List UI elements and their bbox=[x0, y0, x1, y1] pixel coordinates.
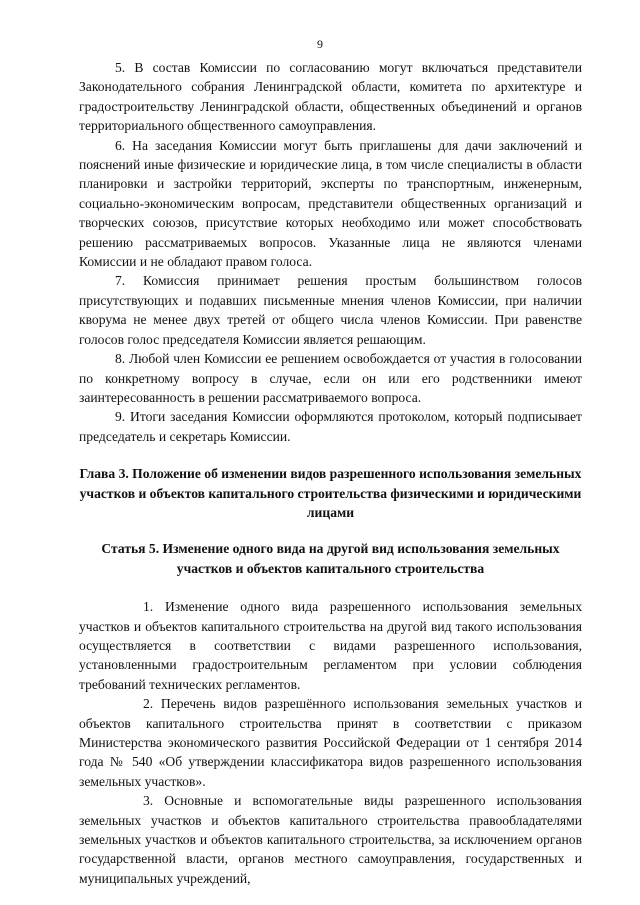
paragraph-7: 7. Комиссия принимает решения простым большинством голосов присутствующих и подавших письменные мнения членов Комиссии, при наличии кворума не менее двух третей от общего числа членов Комиссии. При равенстве голосов голос председателя Комиссии является решающим. bbox=[79, 273, 582, 347]
page-content bbox=[79, 58, 582, 888]
article-paragraph-3: 3. Основные и вспомогательные виды разрешенного использования земельных участков и объектов капитального строительства правообладателями земельных участков и объектов капитального строительства, за исключением органов государственной власти, органов местного самоуправления, государственных и муниципальных учреждений, bbox=[79, 793, 582, 886]
chapter-heading: Глава 3. Положение об изменении видов разрешенного использования земельных участков и объектов капитального строительства физическими и юридическими лицами bbox=[79, 466, 582, 520]
commission-section bbox=[79, 58, 582, 446]
paragraph-5: 5. В состав Комиссии по согласованию могут включаться представители Законодательного собрания Ленинградской области, комитета по архитектуре и градостроительству Ленинградской области, общественных объединений и органов территориального общественного самоуправления. bbox=[79, 60, 582, 134]
paragraph-6: 6. На заседания Комиссии могут быть приглашены для дачи заключений и пояснений иные физические и юридические лица, в том числе специалисты в области планировки и застройки территорий, эксперты по транспортным, инженерным, социально-экономическим вопросам, представители общественных организаций и творческих союзов, присутствие которых необходимо или может способствовать решению рассматриваемых вопросов. Указанные лица не являются членами Комиссии и не обладают правом голоса. bbox=[79, 137, 582, 270]
page-number: 9 bbox=[317, 37, 323, 51]
article-heading: Статья 5. Изменение одного вида на другой вид использования земельных участков и объектов капитального строительства bbox=[101, 541, 560, 576]
article-paragraph-1: 1. Изменение одного вида разрешенного использования земельных участков и объектов капитального строительства на другой вид такого использования осуществляется в соответствии с видами разрешенного использования, установленными градостроительным регламентом при условии соблюдения требований технических регламентов. bbox=[79, 599, 582, 692]
paragraph-8: 8. Любой член Комиссии ее решением освобождается от участия в голосовании по конкретному вопросу в случае, если он или его родственники имеют заинтересованность в решении рассматриваемого вопроса. bbox=[79, 351, 582, 405]
article-section bbox=[79, 597, 582, 888]
article-paragraph-2: 2. Перечень видов разрешённого использования земельных участков и объектов капитального строительства принят в соответствии с приказом Министерства экономического развития Российской Федерации от 1 сентября 2014 года № 540 «Об утверждении классификатора видов разрешенного использования земельных участков». bbox=[79, 696, 582, 789]
paragraph-9: 9. Итоги заседания Комиссии оформляются протоколом, который подписывает председатель и секретарь Комиссии. bbox=[79, 409, 582, 444]
